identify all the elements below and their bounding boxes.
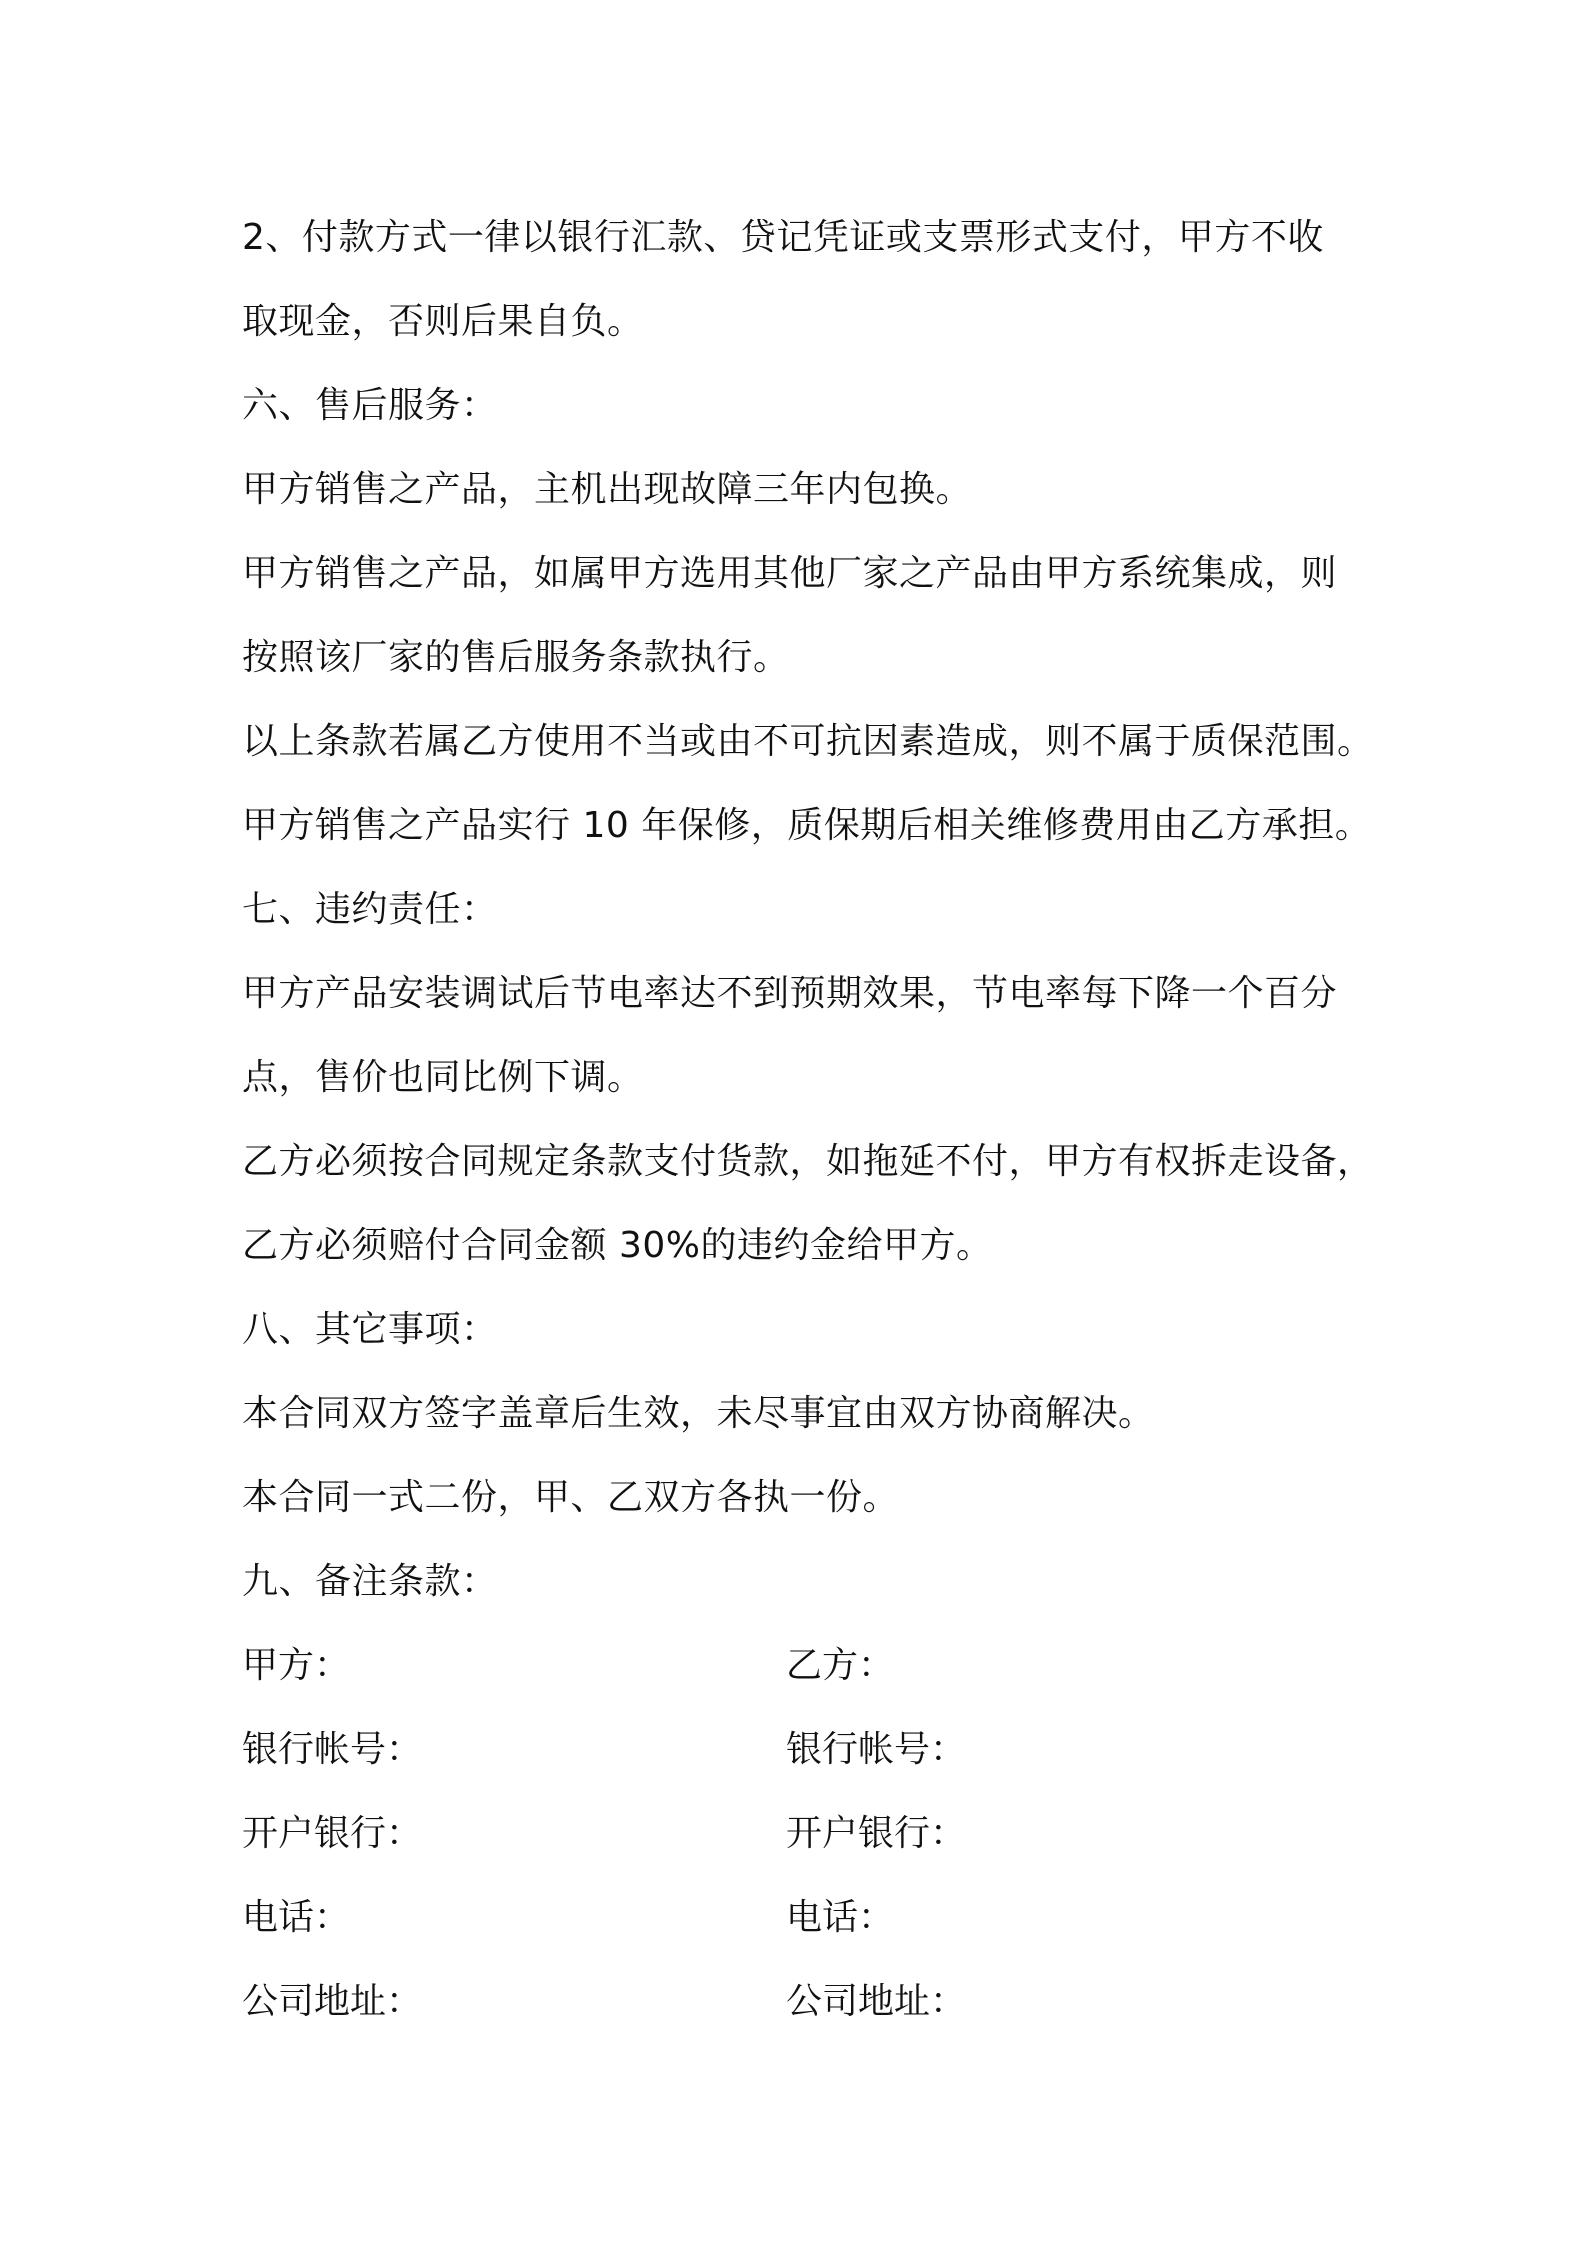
party-b-label: 乙方： (786, 1645, 895, 1686)
clause-after-sales-3: 以上条款若属乙方使用不当或由不可抗因素造成，则不属于质保范围。 (242, 721, 1374, 762)
party-a-bank-label: 开户银行： (242, 1813, 423, 1854)
party-a-address-label: 公司地址： (242, 1981, 423, 2022)
signature-row-address (242, 1960, 1382, 2044)
clause-payment-method-line-1: 2、付款方式一律以银行汇款、贷记凭证或支票形式支付，甲方不收 (242, 217, 1324, 258)
party-a-bank-account-label: 银行帐号： (242, 1729, 423, 1770)
clause-after-sales-4: 甲方销售之产品实行 10 年保修，质保期后相关维修费用由乙方承担。 (242, 805, 1372, 846)
section-heading-other: 八、其它事项： (242, 1309, 498, 1350)
clause-after-sales-2-line-1: 甲方销售之产品，如属甲方选用其他厂家之产品由甲方系统集成，则 (242, 553, 1338, 594)
clause-other-1: 本合同双方签字盖章后生效，未尽事宜由双方协商解决。 (242, 1393, 1155, 1434)
clause-breach-2-line-1: 乙方必须按合同规定条款支付货款，如拖延不付，甲方有权拆走设备， (242, 1141, 1374, 1182)
clause-breach-2-line-2: 乙方必须赔付合同金额 30%的违约金给甲方。 (242, 1225, 993, 1266)
clause-after-sales-1: 甲方销售之产品，主机出现故障三年内包换。 (242, 469, 973, 510)
signature-row-bank-account (242, 1708, 1382, 1792)
clause-other-2: 本合同一式二份，甲、乙双方各执一份。 (242, 1477, 900, 1518)
clause-after-sales-2-line-2: 按照该厂家的售后服务条款执行。 (242, 637, 790, 678)
clause-payment-method-line-2: 取现金，否则后果自负。 (242, 301, 644, 342)
party-a-phone-label: 电话： (242, 1897, 351, 1938)
party-b-bank-account-label: 银行帐号： (786, 1729, 967, 1770)
party-b-phone-label: 电话： (786, 1897, 895, 1938)
clause-breach-1-line-2: 点，售价也同比例下调。 (242, 1057, 644, 1098)
party-b-bank-label: 开户银行： (786, 1813, 967, 1854)
signature-row-bank (242, 1792, 1382, 1876)
signature-row-party (242, 1624, 1382, 1708)
party-b-address-label: 公司地址： (786, 1981, 967, 2022)
document-body (242, 196, 1382, 2044)
clause-breach-1-line-1: 甲方产品安装调试后节电率达不到预期效果，节电率每下降一个百分 (242, 973, 1338, 1014)
party-a-label: 甲方： (242, 1645, 351, 1686)
signature-row-phone (242, 1876, 1382, 1960)
section-heading-remarks: 九、备注条款： (242, 1561, 498, 1602)
section-heading-after-sales: 六、售后服务： (242, 385, 498, 426)
signature-block (242, 1624, 1382, 2044)
section-heading-breach: 七、违约责任： (242, 889, 498, 930)
